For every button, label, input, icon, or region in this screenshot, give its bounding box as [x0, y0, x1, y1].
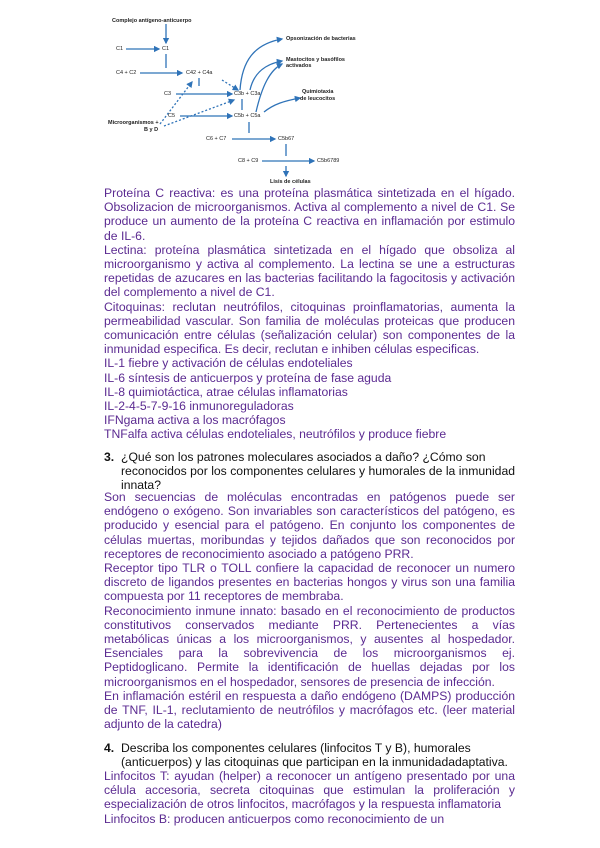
complement-cascade-diagram [104, 6, 404, 186]
outcome-quimiotaxis-1: Quimiotaxia [302, 89, 334, 95]
paragraph-citoquinas: Citoquinas: reclutan neutrófilos, citoquinas proinflamatorias, aumenta la permeabilidad vascular. Son familia de moléculas proteicas que producen comunicación entre células (señalización celular) son componentes de la inmunidad especifica. Es decir, reclutan e inhiben células especificas. [104, 299, 515, 357]
outcome-opsonizacion: Opsonización de bacterias [286, 36, 356, 42]
node-c8c9: C8 + C9 [238, 158, 259, 164]
paragraph-linfocitos-t: Linfocitos T: ayudan (helper) a reconocer un antígeno presentado por una célula accesoria, secreta citoquinas que estimulan la proliferación y especialización de otros linfocitos, macrófagos y la respuesta inflamatoria [104, 769, 515, 812]
question-4 [104, 741, 515, 769]
paragraph-proteina-c: Proteína C reactiva: es una proteína plasmática sintetizada en el hígado. Obsolizacion de microorganismos. Activa al complemento a nivel de C1. Se produce un aumento de la proteína C reactiva en inflamación por estimulo de IL-6. [104, 186, 515, 243]
node-c4c2: C4 + C2 [116, 70, 137, 76]
question-4-line1: Describa los componentes celulares (linfocitos T y B), humorales [121, 741, 471, 755]
node-c1-right: C1 [162, 46, 170, 52]
paragraph-reconocimiento: Reconocimiento inmune innato: basado en el reconocimiento de productos constitutivos conservados mediante PRR. Pertenecientes a vías metabólicas únicas a los microorganismos, y ausentes al hospedador. Esenciales para la sobrevivencia de los microorganismos ej. Peptidoglicano. Permite la identificación de huellas dejadas por los microorganismos en el hospedador, sensores de presencia de infección. [104, 603, 515, 689]
paragraph-secuencias: Son secuencias de moléculas encontradas en patógenos puede ser endógeno o exógeno. Son invariables son característicos del patógeno, es producido y esencial para el patógeno. En conjunto los componentes de células muertas, moribundas y tejidos dañados que son reconocidos por receptores de reconocimiento asociado a patógeno PRR. [104, 490, 515, 561]
dashed-arrow-c42-c3b [222, 80, 238, 90]
line-il6: IL-6 síntesis de anticuerpos y proteína de fase aguda [104, 370, 392, 385]
node-c5b-c5a: C5b + C5a [234, 113, 261, 119]
node-byd: B y D [144, 127, 159, 133]
node-c42c4a: C42 + C4a [186, 70, 213, 76]
paragraph-tlr: Receptor tipo TLR o TOLL confiere la capacidad de reconocer un numero discreto de ligandos presentes en bacterias hongos y virus son una familia compuesta por 11 receptores de membraba. [104, 561, 515, 604]
paragraph-lectina: Lectina: proteína plasmática sintetizada en el hígado que obsoliza al microorganismo y activa al complemento. La lectina se une a estructuras repetidas de azucares en las bacterias facilitando la fagocitosis y activación del complemento a nivel de C1. [104, 242, 515, 300]
line-il8: IL-8 quimiotáctica, atrae células inflamatorias [104, 384, 348, 399]
node-c5b6789: C5b6789 [317, 158, 340, 164]
question-4-number: 4. [104, 741, 115, 755]
line-il1: IL-1 fiebre y activación de células endoteliales [104, 356, 353, 371]
outcome-mastocitos-2: activados [286, 63, 312, 69]
node-c5: C5 [168, 113, 176, 119]
outcome-mastocitos-1: Mastocitos y basófilos [286, 57, 345, 63]
question-3-rest: reconocidos por los componentes celulares y humorales de la inmunidad innata? [121, 464, 515, 493]
question-4-rest: (anticuerpos) y las citoquinas que participan en la inmunidadadaptativa. [121, 755, 508, 770]
question-3-number: 3. [104, 450, 115, 464]
outcome-lisis: Lisis de células [270, 179, 311, 185]
node-c3: C3 [164, 91, 172, 97]
question-3-line1: ¿Qué son los patrones moleculares asociados a daño? ¿Cómo son [121, 450, 486, 464]
text-block-2 [104, 490, 515, 731]
node-c3b-c3a: C3b + C3a [234, 91, 261, 97]
node-microorganismos: Microorganismos + [108, 120, 159, 126]
paragraph-linfocitos-b: Linfocitos B: producen anticuerpos como reconocimiento de un [104, 811, 445, 826]
question-3 [104, 450, 515, 493]
line-ifn: IFNgama activa a los macrófagos [104, 413, 286, 428]
line-tnf: TNFalfa activa células endoteliales, neutrófilos y produce fiebre [104, 427, 447, 442]
node-c1-left: C1 [116, 46, 124, 52]
node-c5b67: C5b67 [278, 136, 295, 142]
arrow-to-opsonizacion [240, 39, 282, 90]
outcome-quimiotaxis-2: de leucocitos [300, 96, 336, 102]
node-c6c7: C6 + C7 [206, 136, 227, 142]
text-block-3 [104, 769, 515, 826]
line-il2: IL-2-4-5-7-9-16 inmunoreguladoras [104, 399, 294, 414]
paragraph-inflamacion-esteril: En inflamación estéril en respuesta a daño endógeno (DAMPS) producción de TNF, IL-1, reclutamiento de neutrófilos y macrófagos etc. (leer material adjunto de la catedra) [104, 688, 515, 732]
text-block-1 [104, 186, 515, 442]
arrow-to-mastocitos-1 [250, 61, 282, 90]
diagram-title: Complejo antígeno-anticuerpo [112, 18, 192, 24]
arrow-to-quimiotaxis [264, 98, 300, 112]
